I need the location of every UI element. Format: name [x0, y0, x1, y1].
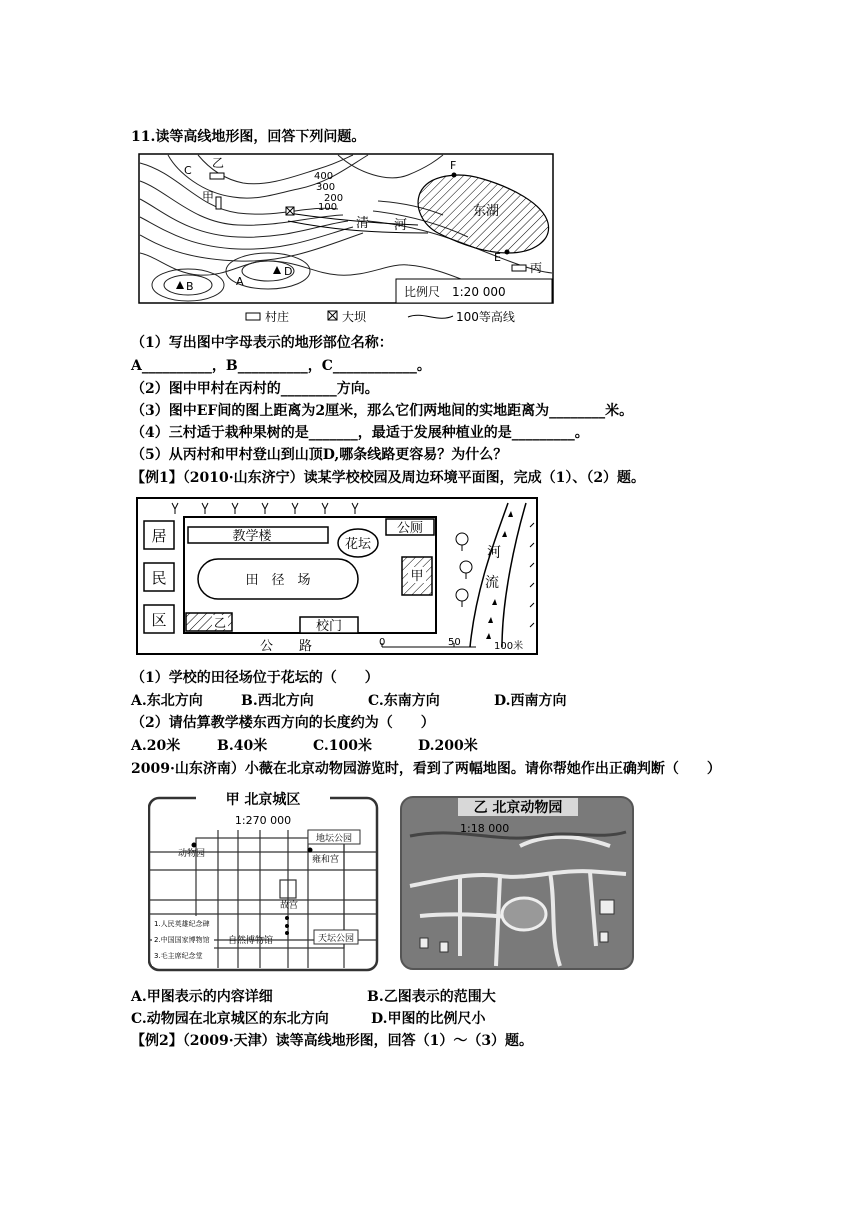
scale-tick-0: 0 [379, 637, 386, 648]
q11-item-3: （3）图中EF间的图上距离为2厘米，那么它们两地间的实地距离为________米。 [131, 403, 634, 419]
label-yi-area: 乙 [213, 616, 227, 630]
label-river: 清 [356, 216, 370, 231]
label-bing: 丙 [530, 261, 543, 275]
label-toilet: 公厕 [396, 521, 424, 536]
map-a-title: 甲 北京城区 [225, 792, 301, 808]
example-1-q2: （2）请估算教学楼东西方向的长度约为（ ） [131, 715, 435, 731]
q11-item-1: （1）写出图中字母表示的地形部位名称： [131, 335, 393, 351]
scale-tick-100: 100米 [494, 641, 524, 652]
map-b-scale: 1:18 000 [460, 822, 510, 835]
contour-label-400: 400 [314, 171, 334, 182]
label-river2: 河 [394, 218, 408, 233]
option-c: C.东南方向 [368, 693, 440, 709]
contour-label-300: 300 [316, 182, 336, 193]
map-a-scale: 1:270 000 [234, 814, 292, 827]
label-jia: 甲 [202, 190, 215, 204]
option-a: A.甲图表示的内容详细 [131, 989, 273, 1005]
label-gugong: 故宫 [280, 901, 299, 911]
option-d: D.西南方向 [494, 693, 567, 709]
contour-label-100: 100 [318, 202, 338, 213]
label-museum: 自然博物馆 [228, 936, 274, 946]
option-c: C.100米 [313, 738, 372, 754]
label-track: 田 径 场 [245, 573, 311, 588]
label-ditan: 地坛公园 [315, 834, 353, 844]
scale-label: 比例尺 1:20 000 [404, 285, 506, 299]
contour-map-figure [138, 153, 558, 332]
label-gate: 校门 [315, 619, 343, 634]
option-b: B.西北方向 [241, 693, 314, 709]
label-lake: 东湖 [473, 204, 500, 219]
q11-item-5: （5）从丙村和甲村登山到山顶D,哪条线路更容易？为什么？ [131, 447, 508, 463]
legend-village: 村庄 [265, 310, 290, 324]
legend-contour: 100等高线 [456, 310, 515, 324]
map-b-title: 乙 北京动物园 [473, 800, 563, 816]
label-flower-bed: 花坛 [344, 537, 372, 552]
option-d: D.200米 [418, 738, 478, 754]
label-D: D [284, 265, 293, 278]
label-F: F [450, 159, 457, 172]
q11-item-4: （4）三村适于栽种果树的是_______，最适于发展种植业的是_________。 [131, 425, 589, 441]
label-road: 公 路 [259, 639, 313, 654]
label-E: E [494, 251, 501, 264]
example-1-title: 【例1】（2010·山东济宁）读某学校校园及周边环境平面图，完成（1）、（2）题。 [131, 470, 646, 486]
label-teaching-building: 教学楼 [232, 529, 272, 544]
option-b: B.乙图表示的范围大 [367, 989, 496, 1005]
campus-map-figure [136, 497, 540, 661]
example-2-title: 【例2】（2009·天津）读等高线地形图，回答（1）～（3）题。 [131, 1033, 534, 1049]
label-C: C [184, 164, 192, 177]
question-11-title: 11.读等高线地形图，回答下列问题。 [131, 129, 366, 145]
campus-map [136, 497, 540, 657]
label-yonghe: 雍和宫 [312, 855, 340, 865]
beijing-zoo-map [400, 796, 636, 972]
label-B: B [186, 280, 194, 293]
option-d: D.甲图的比例尺小 [371, 1011, 486, 1027]
label-jia-area: 甲 [410, 569, 424, 584]
legend-2: 2.中国国家博物馆 [154, 936, 210, 944]
label-zoo: 动物园 [178, 849, 206, 859]
label-A: A [236, 275, 244, 288]
beijing-zoo-map-figure [400, 796, 636, 976]
question-2009-title: 2009·山东济南）小薇在北京动物园游览时，看到了两幅地图。请你帮她作出正确判断（ ） [131, 761, 721, 777]
beijing-city-map [148, 790, 380, 972]
legend-dam: 大坝 [342, 310, 367, 324]
label-qu: 区 [151, 611, 167, 629]
label-river-2: 流 [485, 575, 499, 591]
beijing-city-map-figure [148, 790, 380, 976]
label-ju: 居 [151, 527, 167, 545]
scale-tick-50: 50 [448, 637, 461, 648]
option-c: C.动物园在北京城区的东北方向 [131, 1011, 329, 1027]
label-river-1: 河 [487, 545, 501, 561]
option-b: B.40米 [217, 738, 268, 754]
option-a: A.20米 [131, 738, 181, 754]
label-tiantan: 天坛公园 [317, 934, 355, 944]
label-yi: 乙 [212, 156, 225, 170]
example-1-q1: （1）学校的田径场位于花坛的（ ） [131, 670, 379, 686]
q11-item-1-blanks: A__________，B__________，C____________。 [131, 358, 431, 374]
legend-3: 3.毛主席纪念堂 [154, 952, 203, 960]
option-a: A.东北方向 [131, 693, 203, 709]
contour-label-200: 200 [324, 193, 344, 204]
label-min: 民 [151, 569, 167, 587]
q11-item-2: （2）图中甲村在丙村的________方向。 [131, 381, 379, 397]
legend-1: 1.人民英雄纪念碑 [154, 920, 210, 928]
contour-map [138, 153, 558, 328]
